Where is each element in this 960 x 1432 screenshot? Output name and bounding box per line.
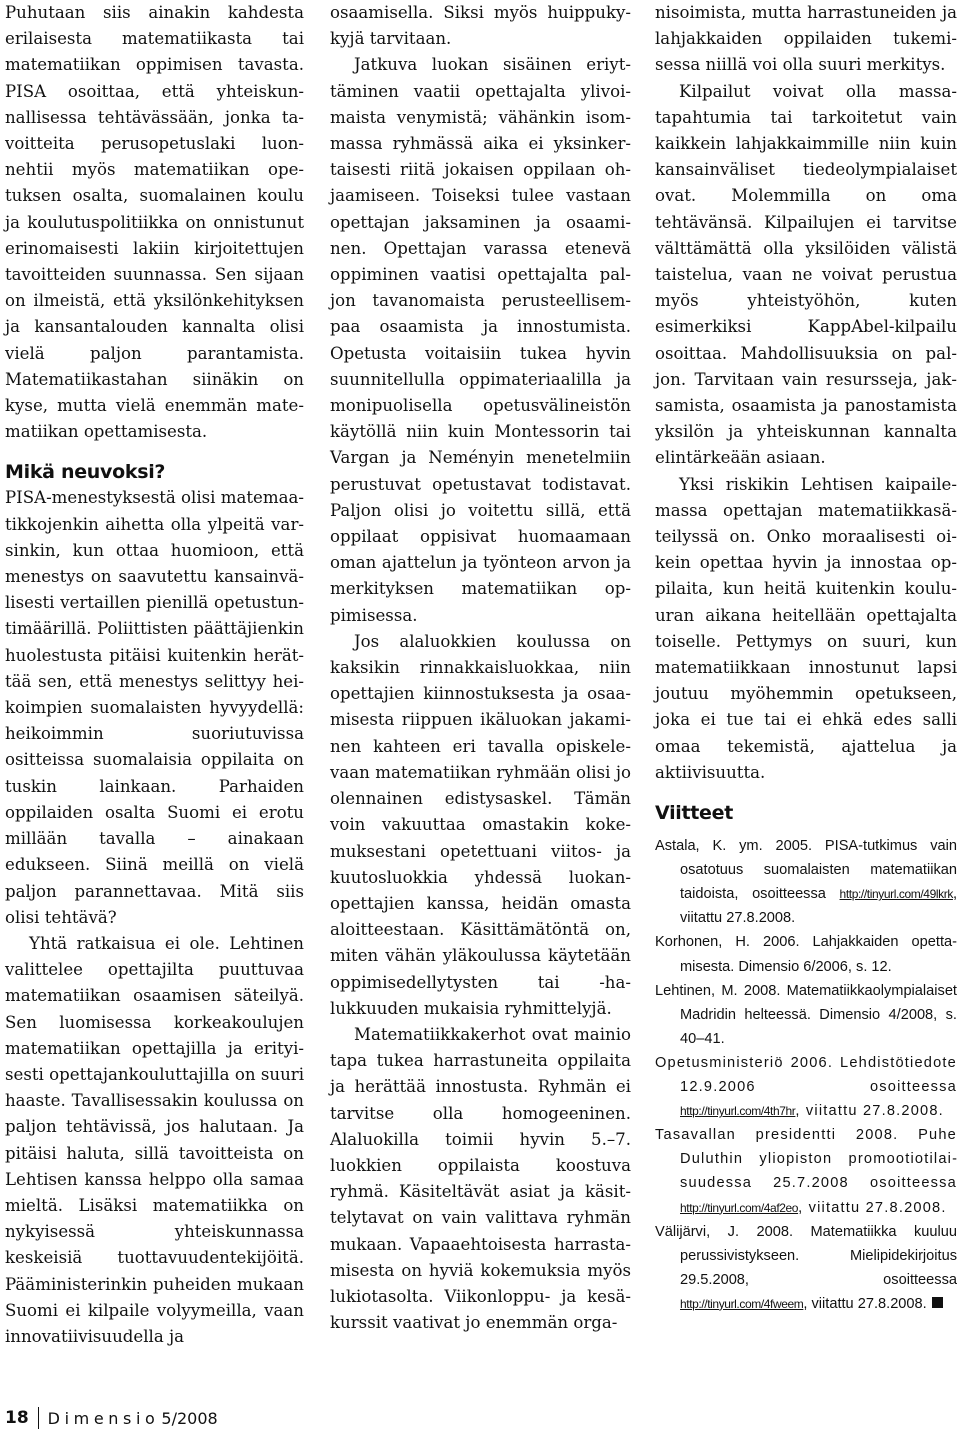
column-1 bbox=[5, 0, 304, 1350]
body-paragraph: nisoimista, mutta harrastuneiden ja lahjakkaiden oppilaiden tukemisessa niillä voi olla suuri merkitys. bbox=[655, 3, 957, 75]
reference-item: Välijärvi, J. 2008. Matematiikka kuuluu perussivistykseen. Mielipidekirjoitus 29.5.2008, osoitteessa http://tinyurl.com/4fweem, viitattu 27.8.2008. bbox=[655, 1223, 957, 1312]
references-heading: Viitteet bbox=[655, 802, 734, 825]
column-2 bbox=[330, 0, 631, 1336]
reference-link[interactable]: http://tinyurl.com/4fweem bbox=[680, 1296, 804, 1311]
body-paragraph: Yksi riskikin Lehtisen kaipailemassa opettajan matematiikkasäteilyssä on. Onko moraalisesti oikein opettaa hyvin ja innostaa oppilaita, kun heitä kuitenkin koulu-uran aikana heitellään opettajalta toiselle. Pettymys on suuri, kun matematiikkaan innostunut lapsi joutuu myöhemmin opetukseen, joka ei tue tai ei ehkä edes salli omaa tekemistä, ajattelua ja aktiivisuutta. bbox=[655, 474, 957, 782]
body-paragraph: osaamisella. Siksi myös huippukykyjä tarvitaan. bbox=[330, 3, 631, 49]
body-paragraph: Matematiikkakerhot ovat mainio tapa tukea harrastuneita oppilaita ja herättää innostusta. Ryhmän ei tarvitse olla homogeeninen. Alaluokilla toimii hyvin 5.–7. luokkien oppilaista koostuva ryhmä. Käsiteltävät asiat ja käsittelytavat on vain valittava ryhmän mukaan. Vapaaehtoisesta harrastamisesta on hyviä kokemuksia myös lukiotasolta. Viikonloppu- ja kesäkurssit vaativat jo enemmän orga- bbox=[330, 1024, 631, 1333]
column-3 bbox=[655, 0, 957, 1316]
body-paragraph: Kilpailut voivat olla massatapahtumia tai tarkoitetut vain kaikkein lahjakkaimmille niin kuin kansainväliset tiedeolympialaiset ovat. Molemmilla on oma tehtävänsä. Kilpailujen ei tarvitse välttämättä olla yksilöiden välistä taistelua, vaan ne voivat perustua myös yhteistyöhön, kuten esimerkiksi KappAbel-kilpailu osoittaa. Mahdollisuuksia on paljon. Tarvitaan vain resursseja, jaksamista, osaamista ja panostamista yksilön ja yhteiskunnan kannalta elintärkeään asiaan. bbox=[655, 81, 957, 468]
reference-item: Opetusministeriö 2006. Lehdistötiedote 12.9.2006 osoitteessa http://tinyurl.com/4th7hr, viitattu 27.8.2008. bbox=[655, 1054, 957, 1120]
body-paragraph: Puhutaan siis ainakin kahdesta erilaisesta matematiikasta tai matematiikan oppimisen tavasta. PISA osoittaa, että yhteiskunnallisessa tehtävässään, jonka tavoitteita perusopetuslaki luonnehtii myös matematiikan opetuksen osalta, suomalainen koulu ja koulutuspolitiikka on onnistunut erinomaisesti lakiin kirjoitettujen tavoitteiden suunnassa. Sen sijaan on ilmeistä, että yksilönkehityksen ja kansantalouden kannalta olisi vielä paljon parantamista. Matematiikastahan siinäkin on kyse, mutta vielä enemmän matematiikan opettamisesta. bbox=[5, 3, 304, 442]
reference-item: Korhonen, H. 2006. Lahjakkaiden opettamisesta. Dimensio 6/2006, s. 12. bbox=[655, 934, 957, 975]
footer-divider bbox=[38, 1407, 39, 1429]
body-paragraph: Jatkuva luokan sisäinen eriyttäminen vaatii opettajalta ylivoimaista venymistä; vähänkin isommassa ryhmässä aika ei yksinkertaisesti riitä jokaisen oppilaan ohjaamiseen. Toiseksi tulee vastaan opettajan jaksaminen ja osaaminen. Opettajan varassa etenevä oppiminen vaatisi opettajalta paljon tavanomaista perusteellisempaa osaamista ja innostumista. Opetusta voitaisiin tukea hyvin suunnitellulla oppimateriaalilla ja monipuolisella opetusvälineistön käytöllä niin kuin Montessorin tai Vargan ja Neményin menetelmiin perustuvat opetustavat todistavat. Paljon olisi jo voitettu sillä, että oppilaat oppisivat huomaamaan oman ajattelun ja työnteon arvon ja merkityksen matematiikan oppimisessa. bbox=[330, 55, 631, 625]
reference-link[interactable]: http://tinyurl.com/4th7hr bbox=[680, 1104, 796, 1119]
reference-link[interactable]: http://tinyurl.com/4af2eo bbox=[680, 1200, 799, 1215]
end-of-article-mark bbox=[932, 1297, 943, 1308]
issue-number: 5/2008 bbox=[161, 1408, 218, 1428]
body-paragraph: Yhtä ratkaisua ei ole. Lehtinen valittelee opettajilta puuttuvaa matematiikan osaamisen säteilyä. Sen luomisessa korkeakoulujen matematiikan opettajilla ja erityisesti opettajankouluttajilla on suuri haaste. Tavallisessakin koulussa on paljon tehtävissä, jos halutaan. Ja pitäisi haluta, sillä tavoitteista on Lehtisen kanssa helppo olla samaa mieltä. Lisäksi matematiikka on nykyisessä yhteiskunnassa keskeisiä tuottavuudentekijöitä. Pääministerinkin puheiden mukaan Suomi ei kilpaile volyymeilla, vaan innovatiivisuudella ja bbox=[5, 933, 304, 1346]
reference-item: Astala, K. ym. 2005. PISA-tutkimus vain osatotuus suomalaisten matematiikan taidoista, osoitteessa http://tinyurl.com/49lkrk, viitattu 27.8.2008. bbox=[655, 838, 957, 927]
page-footer bbox=[5, 1406, 218, 1430]
reference-link[interactable]: http://tinyurl.com/49lkrk bbox=[839, 887, 953, 902]
reference-item: Lehtinen, M. 2008. Matematiikkaolympialaiset Madridin helteessä. Dimensio 4/2008, s. 40–41. bbox=[655, 982, 957, 1047]
reference-list bbox=[655, 834, 957, 1316]
body-paragraph: Jos alaluokkien koulussa on kaksikin rinnakkaisluokkaa, niin opettajien kiinnostuksesta ja osaamisesta riippuen ikäluokan jakaminen kahteen eri tavalla opiskelevaan matematiikan ryhmään olisi jo olennainen edistysaskel. Tämän voin vakuuttaa omastakin kokemuksestani opetettuani viitos- ja kuutosluokkia yhdessä luokanopettajien kanssa, heidän omasta aloitteestaan. Käsittämätöntä on, miten vähän yläkoulussa käytetään oppimisedellytysten tai -halukkuuden mukaisia ryhmittelyjä. bbox=[330, 631, 631, 1018]
body-paragraph: PISA-menestyksestä olisi matemaatikkojenkin aihetta olla ylpeitä varsinkin, kun ottaa huomioon, että menestys on saavutettu kansainvälisesti vertaillen pienillä opetustuntimäärillä. Poliittisten päättäjienkin huolestusta pitäisi kuitenkin herättää sen, että menestys selittyy heikoimpien suomalaisten hyvyydellä: heikoimmin suoriutuvissa ositteissa suomalaisia oppilaita on tuskin lainkaan. Parhaiden oppilaiden osalta Suomi ei erotu millään tavalla – ainakaan edukseen. Siinä meillä on vielä paljon parannettavaa. Mitä siis olisi tehtävä? bbox=[5, 488, 304, 927]
section-heading: Mikä neuvoksi? bbox=[5, 461, 166, 484]
page-number: 18 bbox=[5, 1408, 29, 1428]
magazine-name: Dimensio bbox=[47, 1408, 160, 1428]
reference-item: Tasavallan presidentti 2008. Puhe Duluthin yliopiston promootiotilaisuudessa 25.7.2008 osoitteessa http://tinyurl.com/4af2eo, viitattu 27.8.2008. bbox=[655, 1127, 957, 1216]
